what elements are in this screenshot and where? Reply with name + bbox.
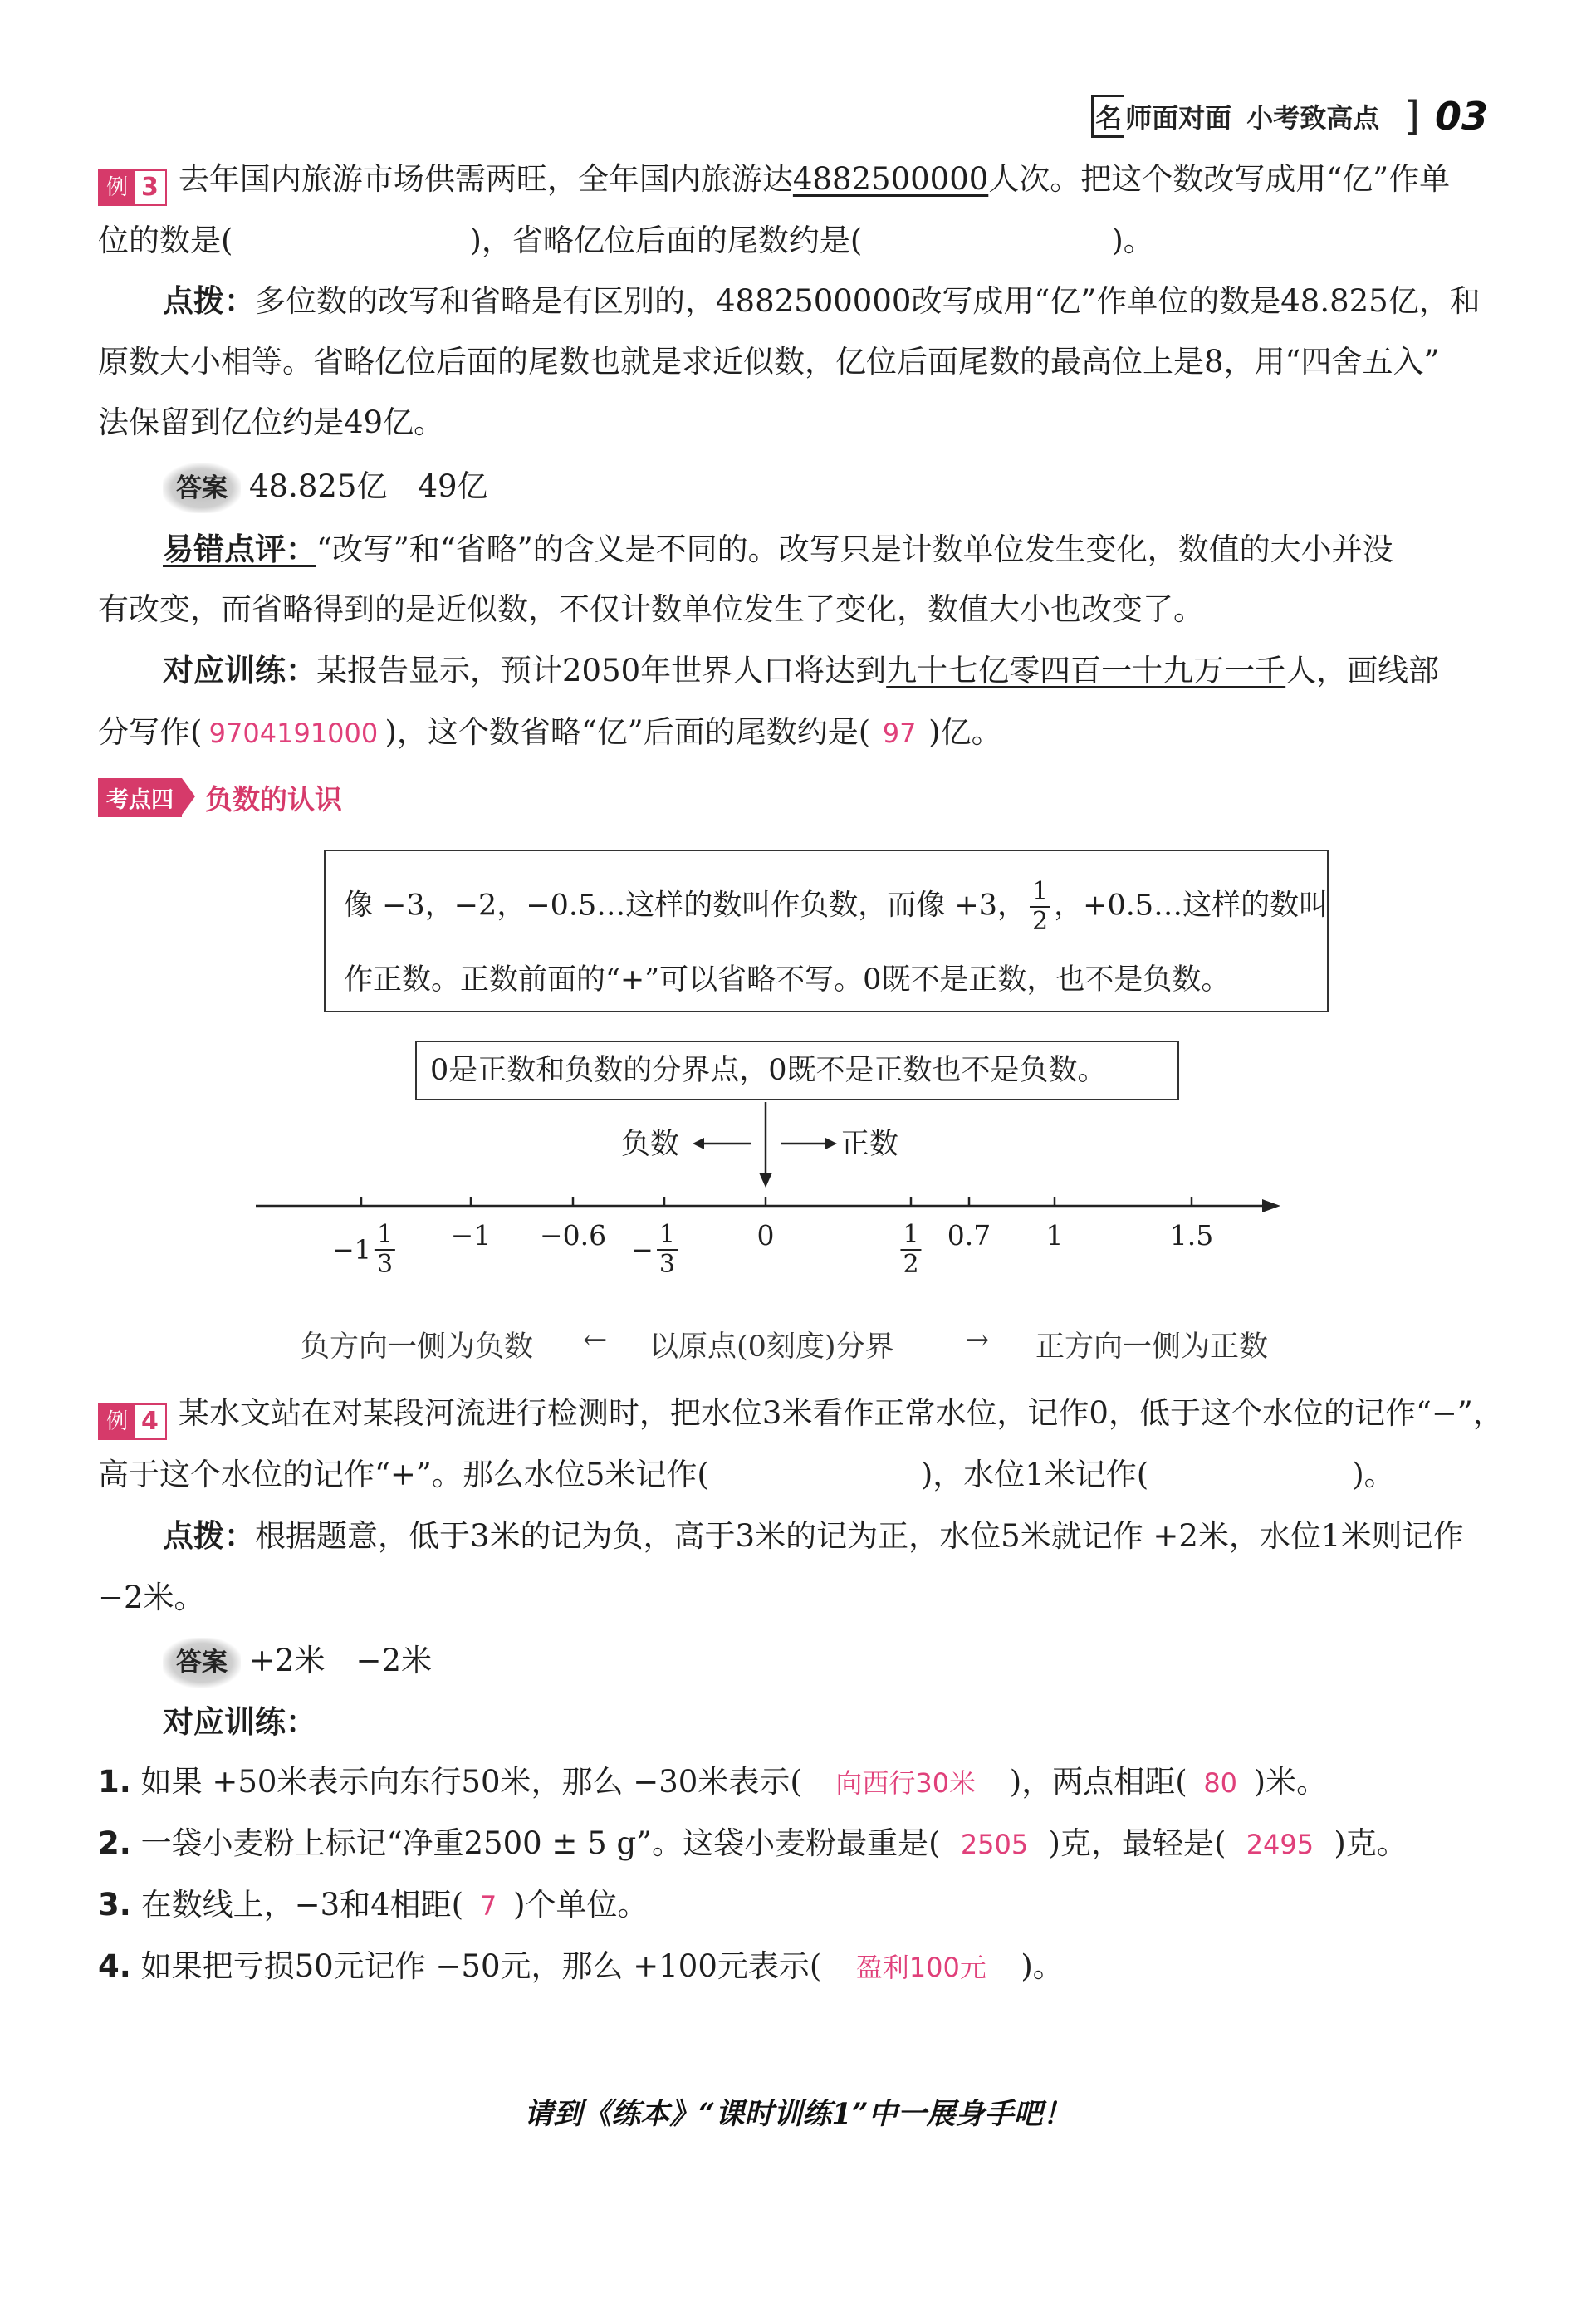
filled-answer: 盈利100元 [855, 1952, 986, 1983]
tick-label-neg-1-1-3 [332, 1221, 399, 1279]
example4-training-label [163, 1699, 1498, 1746]
exercise-number: 2. [98, 1825, 131, 1861]
training2-a: 分写作( [98, 714, 203, 750]
answer-text: 48.825亿 49亿 [249, 468, 488, 504]
tick-sign: − [631, 1234, 654, 1266]
example4-line1 [98, 1390, 1504, 1440]
exercise-4 [98, 1943, 1498, 1991]
example4-badge [98, 1403, 167, 1440]
hint-text: 根据题意，低于3米的记为负，高于3米的记为正，水位5米就记作 +2米，水位1米则记作 [255, 1518, 1464, 1554]
caption-right-arrow-icon: → [965, 1324, 990, 1357]
example3-text-b: 人次。把这个数改写成用“亿”作单 [988, 161, 1451, 197]
exercise-number: 4. [98, 1948, 131, 1984]
caption-positive: 正方向一侧为正数 [1035, 1330, 1269, 1364]
section-tag: 考点四 [98, 778, 182, 817]
caption-origin: 以原点(0刻度)分界 [649, 1330, 894, 1364]
example3-error-line2: 有改变，而省略得到的是近似数，不仅计数单位发生了变化，数值大小也改变了。 [98, 591, 1204, 627]
brand-logo-box: 名 [1091, 95, 1124, 138]
fraction-denominator: 3 [658, 1250, 675, 1279]
negative-label: 负数 [621, 1128, 680, 1161]
exercise-1 [98, 1759, 1498, 1806]
tick-label-half [897, 1221, 924, 1279]
filled-answer: 7 [479, 1890, 497, 1922]
tick-whole: −1 [331, 1234, 372, 1266]
exercise-text: 如果 +50米表示向东行50米，那么 −30米表示( [140, 1764, 802, 1800]
training-text-a: 某报告显示，预计2050年世界人口将达到 [316, 653, 887, 688]
brand-title-rest: 师面对面 [1125, 102, 1232, 134]
answer-tag: 答案 [163, 1638, 241, 1688]
definition-line2: 作正数。正数前面的“+”可以省略不写。0既不是正数，也不是负数。 [344, 963, 1231, 997]
example3-line2-c: )。 [1111, 223, 1154, 258]
fraction-numerator: 1 [657, 1221, 678, 1251]
example4-text-2a: 高于这个水位的记作“+”。那么水位5米记作( [98, 1457, 709, 1492]
tick-fraction [375, 1221, 395, 1279]
example3-number: 4882500000 [792, 161, 989, 197]
example3-hint-line2: 原数大小相等。省略亿位后面的尾数也就是求近似数，亿位后面尾数的最高位上是8，用“四舍五入” [98, 344, 1440, 380]
footer-note: 请到《练本》“课时训练1”中一展身手吧！ [524, 2097, 1072, 2131]
answer-text: +2米 −2米 [249, 1643, 433, 1678]
training2-c: )亿。 [928, 714, 1002, 750]
caption-negative: 负方向一侧为负数 [301, 1330, 534, 1364]
example4-text-2c: )。 [1352, 1457, 1395, 1492]
example4-hint-line1 [163, 1513, 1498, 1560]
exercise-number: 1. [98, 1764, 131, 1800]
tick-label-1-5: 1.5 [1169, 1219, 1214, 1252]
example3-line2-b: )，省略亿位后面的尾数约是( [469, 223, 863, 258]
exercise-text: )，两点相距( [1009, 1764, 1187, 1800]
exercise-number: 3. [98, 1887, 131, 1923]
example4-line2 [98, 1452, 1498, 1498]
training-text-b: 人，画线部 [1285, 653, 1440, 688]
exercise-text: )克。 [1334, 1825, 1408, 1861]
example4-hint-line2: −2米。 [98, 1580, 205, 1615]
example4-text: 某水文站在对某段河流进行检测时，把水位3米看作正常水位，记作0，低于这个水位的记作“−”， [178, 1395, 1504, 1431]
fraction-numerator: 1 [1030, 878, 1050, 908]
exercise-text: )个单位。 [513, 1887, 649, 1923]
tick-fraction [900, 1221, 921, 1279]
negative-arrow-icon [693, 1138, 704, 1149]
section-title: 负数的认识 [205, 782, 342, 816]
fraction-numerator: 1 [900, 1221, 921, 1251]
definition-text-a: 像 −3，−2，−0.5…这样的数叫作负数，而像 +3， [344, 889, 1027, 923]
exercise-2 [98, 1820, 1498, 1868]
exercise-text: )米。 [1253, 1764, 1328, 1800]
example3-text-a: 去年国内旅游市场供需两旺，全年国内旅游达 [178, 161, 793, 197]
positive-arrow-icon [825, 1138, 837, 1149]
tick-label-neg-0-6: −0.6 [539, 1219, 607, 1252]
exercise-3 [98, 1882, 1498, 1929]
tick-label-neg-1: −1 [450, 1219, 492, 1252]
tick-label-zero: 0 [756, 1219, 775, 1252]
header-bracket: ] [1404, 93, 1420, 140]
exercise-text: )。 [1021, 1948, 1064, 1984]
hint-label: 点拨： [163, 283, 255, 319]
example-badge-number: 3 [135, 171, 165, 204]
filled-answer: 2505 [960, 1829, 1029, 1860]
page-number: 03 [1434, 94, 1488, 139]
example-badge-label: 例 [100, 1405, 135, 1438]
filled-answer: 80 [1203, 1767, 1238, 1799]
axis-arrow-icon [1262, 1199, 1280, 1212]
caption-left-arrow-icon: ← [583, 1324, 608, 1357]
tick-label-one: 1 [1045, 1219, 1064, 1252]
exercise-text: 一袋小麦粉上标记“净重2500 ± 5 g”。这袋小麦粉最重是( [140, 1825, 941, 1861]
filled-answer: 9704191000 [208, 718, 379, 749]
boundary-box: 0是正数和负数的分界点，0既不是正数也不是负数。 [415, 1041, 1179, 1100]
exercise-text: 如果把亏损50元记作 −50元，那么 +100元表示( [140, 1948, 822, 1984]
fraction-denominator: 2 [1032, 907, 1049, 936]
example4-answer [163, 1638, 1498, 1688]
training-label: 对应训练： [163, 1704, 316, 1740]
fraction-denominator: 2 [903, 1250, 919, 1279]
example3-line2-a: 位的数是( [98, 223, 233, 258]
tick-label-0-7: 0.7 [947, 1219, 991, 1252]
filled-answer: 向西行30米 [835, 1767, 977, 1799]
example4-text-2b: )，水位1米记作( [920, 1457, 1149, 1492]
training-underlined: 九十七亿零四百一十九万一千 [886, 653, 1286, 688]
tick-fraction [657, 1221, 678, 1279]
positive-label: 正数 [840, 1128, 899, 1161]
filled-answer: 97 [882, 718, 917, 749]
origin-arrow-icon [759, 1173, 772, 1188]
answer-tag: 答案 [163, 463, 241, 513]
error-text: “改写”和“省略”的含义是不同的。改写只是计数单位发生变化，数值的大小并没 [316, 532, 1393, 567]
training2-b: )，这个数省略“亿”后面的尾数约是( [384, 714, 871, 750]
tick-label-neg-1-3 [631, 1221, 681, 1279]
fraction-numerator: 1 [375, 1221, 395, 1251]
brand-subtitle: 小考致高点 [1246, 102, 1380, 134]
fraction-denominator: 3 [377, 1250, 394, 1279]
filled-answer: 2495 [1246, 1829, 1314, 1860]
hint-text: 多位数的改写和省略是有区别的，4882500000改写成用“亿”作单位的数是48.825亿，和 [255, 283, 1481, 319]
exercise-text: )克，最轻是( [1048, 1825, 1226, 1861]
hint-label: 点拨： [163, 1518, 255, 1554]
error-label: 易错点评： [163, 532, 316, 567]
training-label: 对应训练： [163, 653, 316, 688]
definition-text-b: ，+0.5…这样的数叫 [1054, 889, 1329, 923]
example-badge-label: 例 [100, 171, 135, 204]
example3-hint-line3: 法保留到亿位约是49亿。 [98, 404, 445, 440]
example-badge-number: 4 [135, 1405, 165, 1438]
exercise-text: 在数线上，−3和4相距( [140, 1887, 464, 1923]
